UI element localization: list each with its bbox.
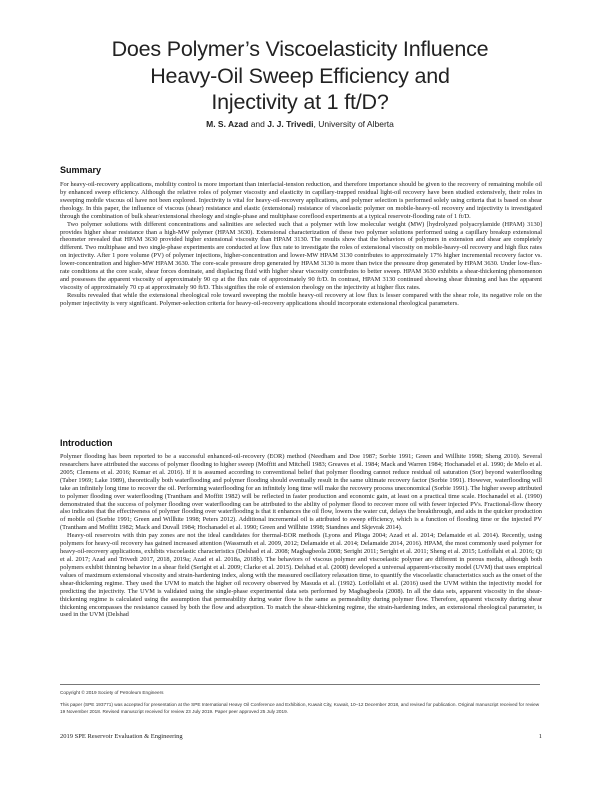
publication-note: This paper (SPE 193771) was accepted for presentation at the SPE International Heavy Oil Conference and Exhibition, Kuwait City, Kuwait, 10–12 December 2018, and revised for publication. Original manuscript received for review 19 November 2018. Revised manuscript received for review 23 July 2019. Paper peer approved 25 July 2019. (60, 702, 540, 714)
page-number: 1 (538, 733, 542, 740)
author-line (40, 119, 560, 129)
page-footer (60, 733, 542, 740)
introduction-heading: Introduction (60, 438, 113, 448)
summary-paragraph-1: For heavy-oil-recovery applications, mobility control is more important than interfacial-tension reduction, and therefore importance should be given to the recovery of remaining mobile oil by enhanced sweep efficiency. Although the relative roles of polymer viscosity and elasticity in capillary-trapped residual light-oil recovery have been studied extensively, their roles in sweeping mobile viscous oil have not been explored. Injectivity is vital for heavy-oil-recovery applications, and polymer selection is performed solely using criteria that is based on shear rheology. In this paper, the influence of viscous (shear) resistance and elastic (extensional) resistance of viscoelastic polymer on mobile-heavy-oil recovery and injectivity is investigated through the combination of bulk shear/extensional rheology and single-phase and multiphase coreflood experiments at a typical reservoir-flooding rate of 1 ft/D. (60, 181, 542, 220)
author-2: J. J. Trivedi (267, 119, 314, 129)
introduction-paragraph-1: Polymer flooding has been reported to be a successful enhanced-oil-recovery (EOR) method (Needham and Doe 1987; Sorbie 1991; Green and Willhite 1998; Sheng 2010). Several researchers have attributed the success of polymer flooding to higher sweep (Moffitt and Mitchell 1983; Greaves et al. 1984; Mack and Warren 1984; Hochanadel et al. 1990; de Melo et al. 2005; Clemens et al. 2016; Kumar et al. 2016). If it is assumed according to conventional belief that polymer flooding cannot reduce residual oil saturation (Sor) beyond waterflooding (Taber 1969; Lake 1989), theoretically both waterflooding and polymer flooding should eventually result in the same ultimate recovery factor (Sorbie 1991). However, waterflooding will take an infinitely long time to recover the oil. Performing waterflooding for an infinitely long time will make the recovery process uneconomical (Sorbie 1991). The higher sweep attributed to polymer flooding over waterflooding (Trantham and Moffitt 1982) will be reflected in faster production and economic gain, at least on a practical time scale. Hochanadel et al. (1990) demonstrated that the success of polymer flooding over waterflooding can be attributed to the ability of polymer flood to recover more oil with fewer injected PVs. Fractional-flow theory also indicates that the effectiveness of polymer flooding over waterflooding is that it enhances the oil flow, lowers the water cut, delays the breakthrough, and aids in the quicker production of mobile oil (Sorbie 1991; Green and Willhite 1998; Peters 2012). Additional incremental oil is attributed to sweep efficiency, which is a function of flooding time or the injected PV (Trantham and Moffitt 1982; Mack and Duvall 1984; Hochanadel et al. 1990; Green and Willhite 1998; Standnes and Skjevrak 2014). (60, 453, 542, 532)
title-line-3: Injectivity at 1 ft/D? (211, 90, 389, 114)
introduction-section (60, 453, 542, 619)
paper-title (40, 36, 560, 116)
summary-heading: Summary (60, 165, 102, 175)
author-1: M. S. Azad (206, 119, 249, 129)
journal-name: 2019 SPE Reservoir Evaluation & Engineering (60, 733, 183, 740)
summary-paragraph-2: Two polymer solutions with different concentrations and salinities are selected such that a polymer with low molecular weight (MW) [hydrolyzed polyacrylamide (HPAM) 3130] provides higher shear resistance than a high-MW polymer (HPAM 3630). Extensional characterization of these two polymer solutions performed using a capillary breakup extensional rheometer revealed that HPAM 3630 provided higher extensional viscosity than HPAM 3130. The results show that the behaviors of polymers in extension and shear are completely different. Two multiphase and two single-phase experiments are conducted at low flux rate to investigate the roles of extensional viscosity on mobile-heavy-oil recovery and high flux rates on injectivity. After 1 pore volume (PV) of polymer injections, higher-concentration and lower-MW HPAM 3130 contributes to approximately 17% higher incremental recovery factor vs. lower-concentration and higher-MW HPAM 3630. The core-scale pressure drop generated by HPAM 3130 is more than twice the pressure drop generated by HPAM 3630. Under low-flux-rate conditions at the core scale, shear forces dominate, and displacing fluid with higher shear viscosity contributes to better sweep. HPAM 3630 exhibits a shear-thickening phenomenon and possesses the apparent viscosity of approximately 90 cp at the flux rate of approximately 90 ft/D. In contrast, HPAM 3130 continued showing shear thinning and has the apparent viscosity of approximately 70 cp at approximately 90 ft/D. This signifies the role of extension rheology on the injectivity at higher flux rates. (60, 220, 542, 291)
footnote-divider (60, 684, 540, 685)
author-conjunction: and (248, 119, 268, 129)
introduction-paragraph-2: Heavy-oil reservoirs with thin pay zones are not the ideal candidates for thermal-EOR methods (Lyons and Plisga 2004; Azad et al. 2014; Delamaide et al. 2014). Recently, using polymers for heavy-oil recovery has gained increased attention (Wassmuth et al. 2009, 2012; Delamaide et al. 2014; Delamaide 2014, 2016). HPAM, the most commonly used polymer for heavy-oil-recovery applications, exhibits viscoelastic characteristics (Delshad et al. 2008; Magbagbeola 2008; Seright 2011; Seright et al. 2011; Sheng et al. 2015; Lotfollahi et al. 2016; Qi et al. 2017; Azad and Trivedi 2017, 2018, 2019a; Azad et al. 2018a, 2018b). The behaviors of viscous polymer and viscoelastic polymer are different in porous media, although both polymers exhibit thinning behavior in a shear field (Seright et al. 2009; Clarke et al. 2015). Delshad et al. (2008) developed a universal apparent-viscosity model (UVM) that uses empirical values of maximum extensional viscosity and strain-hardening index, along with the measured oscillatory relaxation time, to quantify the viscoelastic characteristics such as the onset of the shear-thickening regime. They used the UVM to match the higher oil recovery observed by Masuda et al. (1992). Lotfollahi et al. (2016) used the UVM within the injectivity model for predicting the injectivity. The UVM is validated using the single-phase experimental data sets performed by Magbagbeola (2008). In all the data sets, apparent viscosity in the shear-thickening regime is calculated using the assumption that permeability during water flow is the same as permeability during polymer flow. Therefore, apparent viscosity during shear thickening encompasses the resistance caused by both the flow and adsorption. To match the shear-thickening regime, the strain-hardening index, an extensional rheological parameter, is used in the UVM (Delshad (60, 532, 542, 619)
footnotes (60, 690, 542, 715)
summary-section (60, 181, 542, 308)
affiliation: , University of Alberta (313, 119, 394, 129)
title-line-2: Heavy-Oil Sweep Efficiency and (150, 63, 450, 88)
copyright-notice: Copyright © 2019 Society of Petroleum Engineers (60, 690, 164, 695)
title-line-1: Does Polymer’s Viscoelasticity Influence (111, 37, 489, 61)
summary-paragraph-3: Results revealed that while the extensional rheological role toward sweeping the mobile heavy-oil recovery at low flux is lesser compared with the shear role, its negative role on the polymer injectivity is very significant. Polymer-selection criteria for heavy-oil-recovery applications should incorporate extensional rheological parameters. (60, 291, 542, 307)
